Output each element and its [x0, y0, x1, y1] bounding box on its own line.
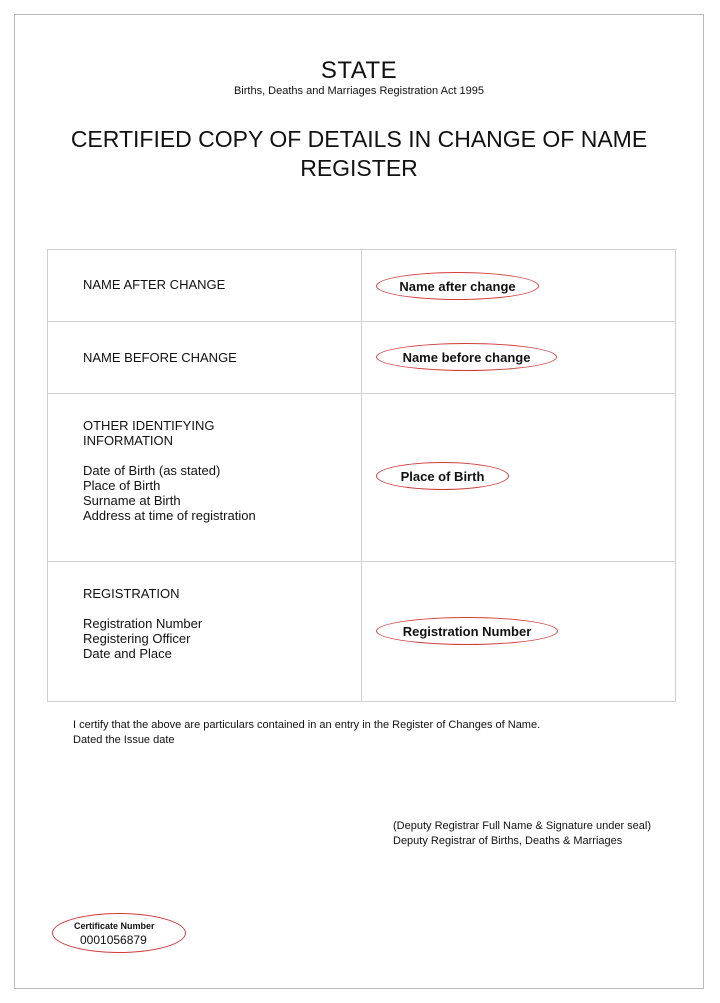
other-info-items [83, 463, 256, 523]
place-of-birth-value: Place of Birth [376, 462, 509, 490]
list-item: Place of Birth [83, 478, 161, 493]
other-info-heading-line1: OTHER IDENTIFYING [83, 418, 215, 433]
row-other-identifying-information [48, 394, 675, 562]
other-info-heading-line2: INFORMATION [83, 433, 174, 448]
registrar-title-line: Deputy Registrar of Births, Deaths & Marriages [393, 835, 623, 847]
list-item: Registering Officer [83, 631, 191, 646]
list-item: Address at time of registration [83, 508, 256, 523]
list-item: Date of Birth (as stated) [83, 463, 221, 478]
list-item: Registration Number [83, 616, 203, 631]
certificate-number-label: Certificate Number [74, 921, 155, 931]
certificate-number-value: 0001056879 [80, 933, 147, 947]
registration-number-value: Registration Number [376, 617, 558, 645]
name-after-change-label: NAME AFTER CHANGE [83, 277, 226, 292]
dated-line: Dated the Issue date [73, 734, 175, 746]
name-after-change-value: Name after change [376, 272, 539, 300]
registration-heading: REGISTRATION [83, 586, 180, 601]
name-before-change-value: Name before change [376, 343, 557, 371]
act-subtitle: Births, Deaths and Marriages Registration Act 1995 [233, 85, 485, 97]
list-item: Surname at Birth [83, 493, 181, 508]
certificate-title: CERTIFIED COPY OF DETAILS IN CHANGE OF NAME REGISTER [70, 126, 648, 181]
registrar-name-line: (Deputy Registrar Full Name & Signature under seal) [393, 820, 652, 832]
certification-line: I certify that the above are particulars contained in an entry in the Register of Changes of Name. [73, 719, 541, 731]
certificate-page [14, 14, 704, 989]
registrar-signature-block [393, 819, 651, 849]
name-before-change-label: NAME BEFORE CHANGE [83, 350, 237, 365]
register-details-table [47, 249, 676, 702]
row-registration [48, 562, 675, 703]
registration-items [83, 616, 202, 661]
other-info-heading [83, 418, 214, 448]
row-name-after-change [48, 250, 675, 322]
state-title: STATE [320, 57, 398, 84]
list-item: Date and Place [83, 646, 172, 661]
certification-statement [73, 718, 540, 748]
row-name-before-change [48, 322, 675, 394]
